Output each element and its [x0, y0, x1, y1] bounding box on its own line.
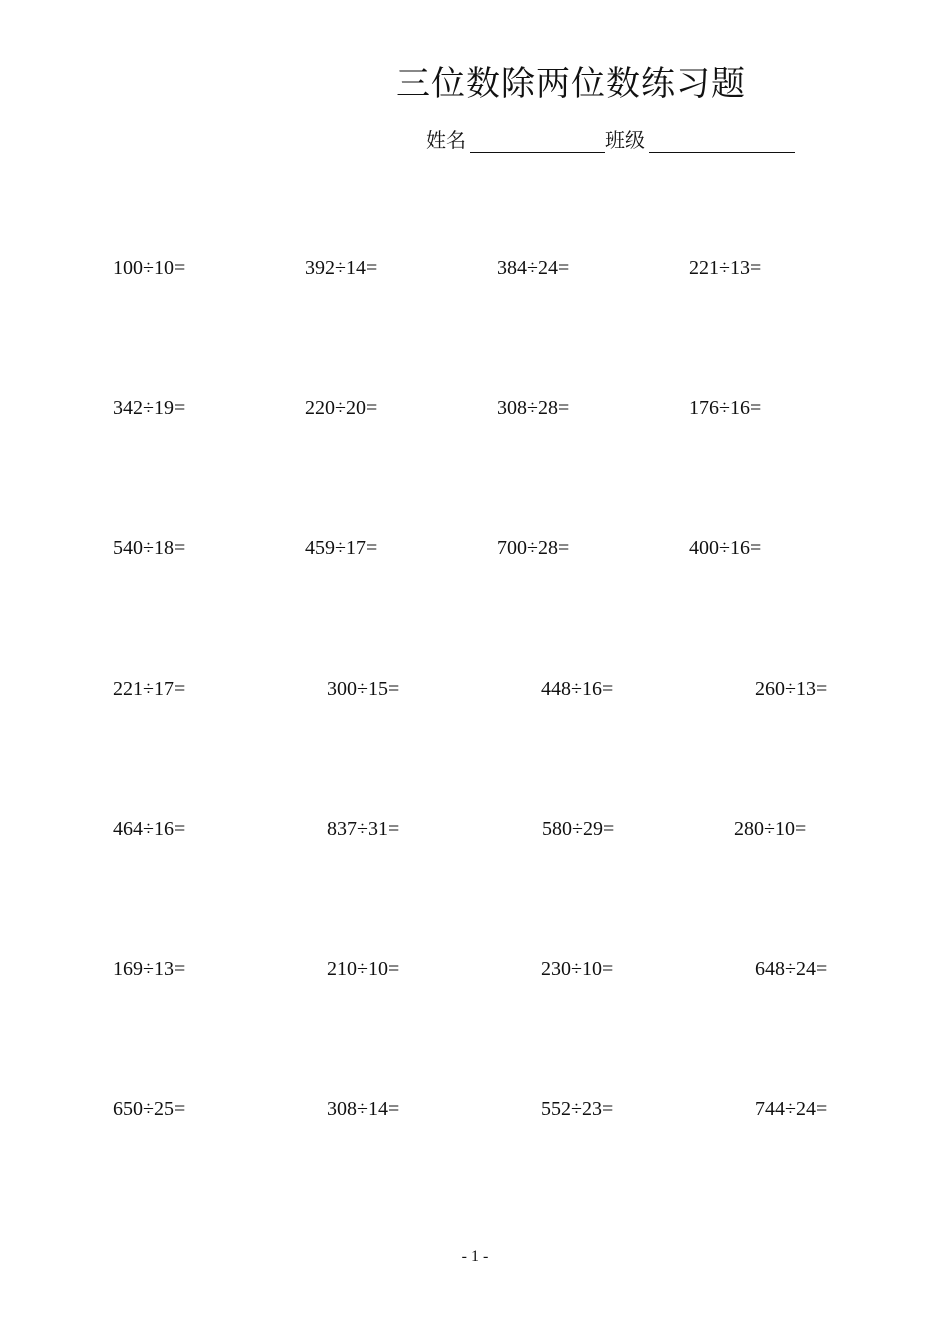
problem: 176÷16=	[689, 397, 762, 419]
problem: 308÷14=	[327, 1098, 400, 1120]
problem: 837÷31=	[327, 818, 400, 840]
problem: 100÷10=	[113, 257, 186, 279]
problem: 459÷17=	[305, 537, 378, 559]
problem: 464÷16=	[113, 818, 186, 840]
name-label: 姓名	[426, 130, 466, 152]
problem: 342÷19=	[113, 397, 186, 419]
problem: 648÷24=	[755, 958, 828, 980]
page-number: - 1 -	[461, 1248, 489, 1265]
problem: 580÷29=	[542, 818, 615, 840]
problem: 400÷16=	[689, 537, 762, 559]
problem: 552÷23=	[541, 1098, 614, 1120]
problem: 308÷28=	[497, 397, 570, 419]
problem: 650÷25=	[113, 1098, 186, 1120]
problem: 221÷17=	[113, 678, 186, 700]
problem: 220÷20=	[305, 397, 378, 419]
name-blank	[470, 152, 605, 153]
problem: 300÷15=	[327, 678, 400, 700]
problem: 448÷16=	[541, 678, 614, 700]
problem: 210÷10=	[327, 958, 400, 980]
problem: 700÷28=	[497, 537, 570, 559]
problem: 260÷13=	[755, 678, 828, 700]
problem: 221÷13=	[689, 257, 762, 279]
problem: 392÷14=	[305, 257, 378, 279]
problem: 540÷18=	[113, 537, 186, 559]
class-label: 班级	[605, 130, 645, 152]
problem: 384÷24=	[497, 257, 570, 279]
problem: 280÷10=	[734, 818, 807, 840]
problem: 744÷24=	[755, 1098, 828, 1120]
problem: 230÷10=	[541, 958, 614, 980]
worksheet-title: 三位数除两位数练习题	[396, 66, 746, 103]
class-blank	[649, 152, 795, 153]
problem: 169÷13=	[113, 958, 186, 980]
